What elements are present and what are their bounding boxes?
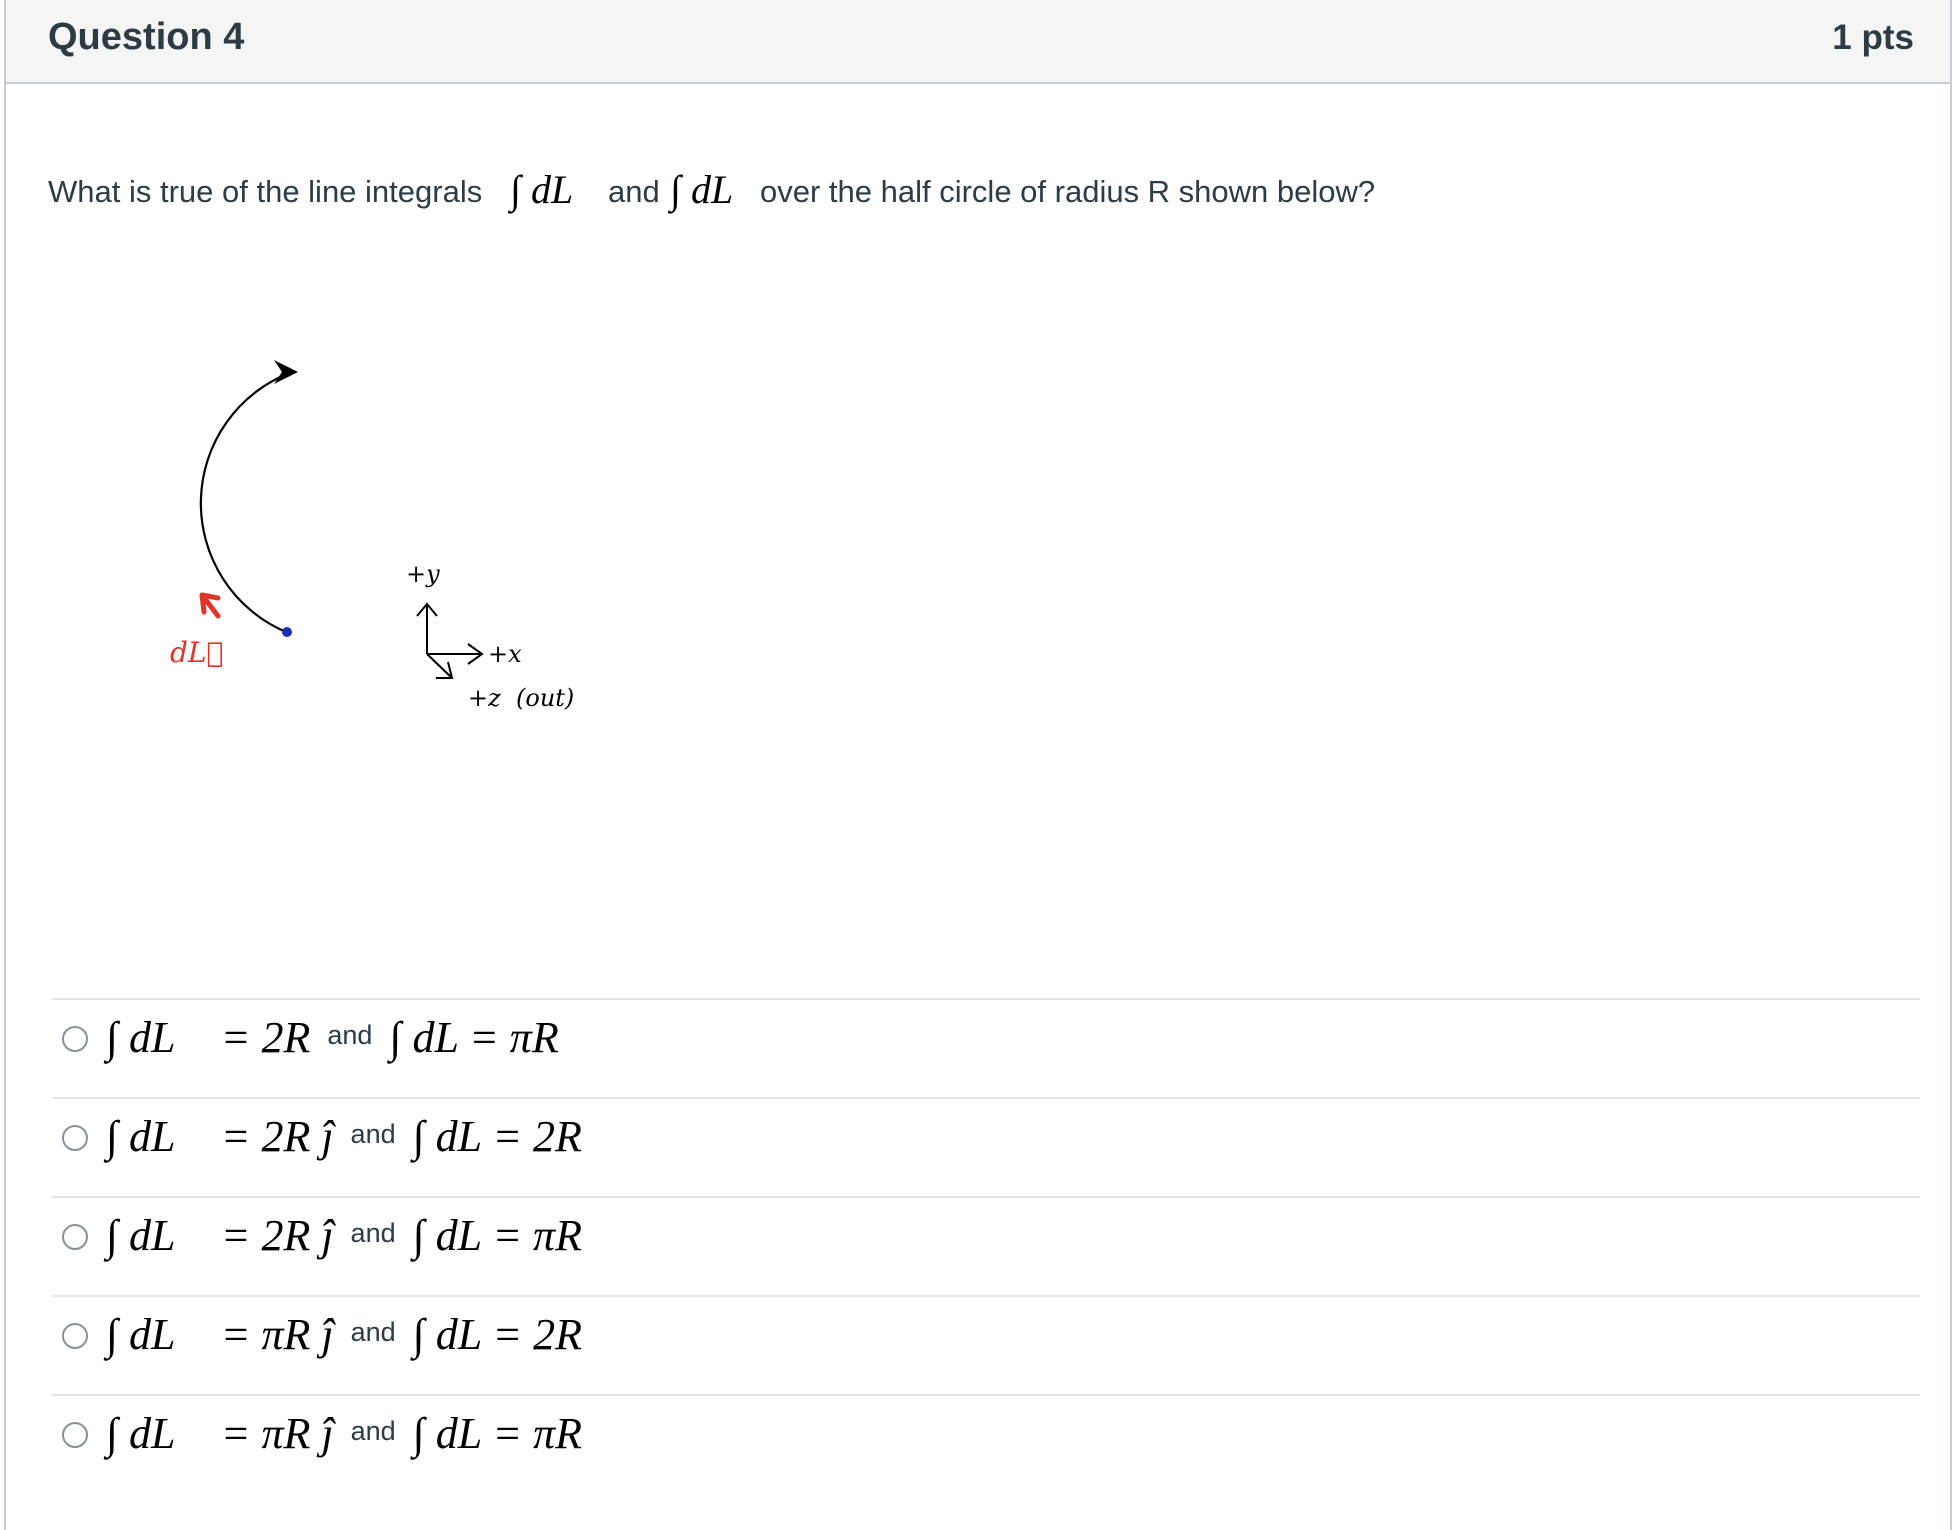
answer-and: and xyxy=(327,1020,373,1050)
half-circle-diagram xyxy=(126,350,606,730)
dl-label: dL⃗ xyxy=(170,636,224,669)
question-points: 1 pts xyxy=(1832,18,1914,57)
arc-start-dot xyxy=(282,627,292,637)
answer-label[interactable] xyxy=(106,1111,582,1181)
question-text xyxy=(48,168,1848,232)
axis-z-arrow xyxy=(427,654,452,678)
dl-arrow-icon xyxy=(202,595,218,616)
answer-option[interactable] xyxy=(52,1196,1920,1295)
axis-y-label: +y xyxy=(406,560,440,588)
answer-and: and xyxy=(350,1119,396,1149)
axis-z-label: +z (out) xyxy=(468,684,575,712)
answer-and: and xyxy=(350,1218,396,1248)
answer-and: and xyxy=(350,1317,396,1347)
answer-rhs: ∫ dL = 2R xyxy=(412,1310,582,1359)
radio-button[interactable] xyxy=(62,1026,88,1052)
answer-lhs: ∫ dL⃗ = πR ĵ xyxy=(106,1310,334,1359)
answer-lhs: ∫ dL⃗ = 2R ĵ xyxy=(106,1211,334,1260)
answer-label[interactable] xyxy=(106,1210,582,1280)
axis-y-arrow xyxy=(417,604,437,654)
radio-button[interactable] xyxy=(62,1125,88,1151)
question-text-end: over the half circle of radius R shown below? xyxy=(760,174,1376,209)
answer-label[interactable] xyxy=(106,1309,582,1379)
answer-rhs: ∫ dL = πR xyxy=(389,1013,559,1062)
integral-vector-expression: ∫ dL⃗ xyxy=(510,167,605,212)
answer-list xyxy=(52,998,1920,1493)
quiz-question-card xyxy=(4,0,1952,1530)
answer-option[interactable] xyxy=(52,1295,1920,1394)
question-text-start: What is true of the line integrals xyxy=(48,174,483,209)
answer-rhs: ∫ dL = 2R xyxy=(412,1112,582,1161)
answer-lhs: ∫ dL⃗ = πR ĵ xyxy=(106,1409,334,1458)
answer-option[interactable] xyxy=(52,1394,1920,1493)
answer-lhs: ∫ dL⃗ = 2R ĵ xyxy=(106,1112,334,1161)
question-header xyxy=(6,0,1950,84)
radio-button[interactable] xyxy=(62,1224,88,1250)
answer-lhs: ∫ dL⃗ = 2R xyxy=(106,1013,311,1062)
answer-rhs: ∫ dL = πR xyxy=(412,1211,582,1260)
answer-rhs: ∫ dL = πR xyxy=(412,1409,582,1458)
answer-label[interactable] xyxy=(106,1408,582,1478)
axis-x-label: +x xyxy=(488,640,522,668)
arc-end-arrowhead xyxy=(274,360,298,384)
question-title: Question 4 xyxy=(48,16,245,58)
radio-button[interactable] xyxy=(62,1323,88,1349)
integral-scalar-expression: ∫ dL xyxy=(670,167,734,212)
half-circle-arc xyxy=(201,372,292,632)
answer-option[interactable] xyxy=(52,1097,1920,1196)
answer-and: and xyxy=(350,1416,396,1446)
radio-button[interactable] xyxy=(62,1422,88,1448)
answer-option[interactable] xyxy=(52,998,1920,1097)
question-text-and: and xyxy=(608,174,660,209)
answer-label[interactable] xyxy=(106,1012,559,1082)
